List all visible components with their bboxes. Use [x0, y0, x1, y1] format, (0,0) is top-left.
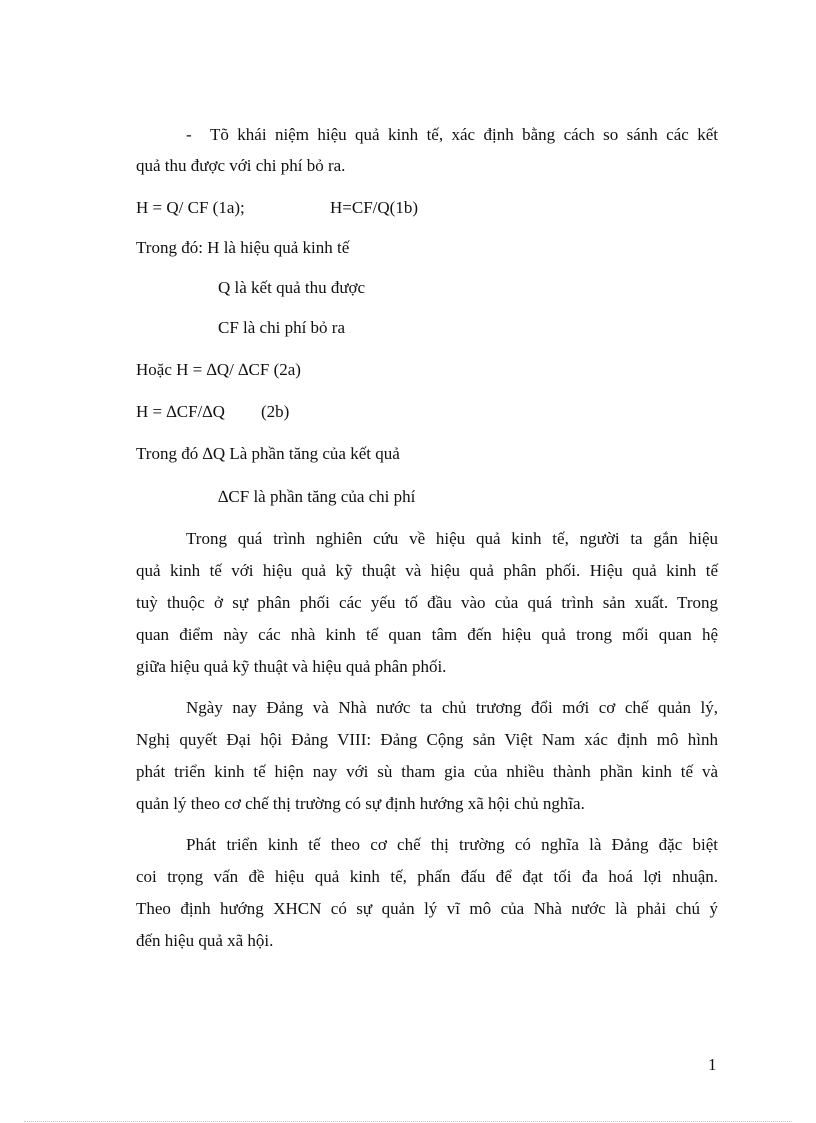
formula-1a: H = Q/ CF (1a);: [136, 198, 245, 217]
paragraph-2-line: Ngày nay Đảng và Nhà nước ta chủ trương đổi mới cơ chế quản lý,: [186, 698, 718, 717]
intro-line-2: quả thu được với chi phí bỏ ra.: [136, 156, 346, 175]
paragraph-1-line: quan điểm này các nhà kinh tế quan tâm đến hiệu quả trong mối quan hệ: [136, 625, 718, 644]
paragraph-2-line: quản lý theo cơ chế thị trường có sự định hướng xã hội chủ nghĩa.: [136, 794, 585, 813]
intro-line-1: Tõ khái niệm hiệu quả kinh tế, xác định bằng cách so sánh các kết: [210, 125, 718, 144]
bullet-dash: -: [186, 125, 192, 144]
paragraph-3-line: Theo định hướng XHCN có sự quản lý vĩ mô của Nhà nước là phải chú ý: [136, 899, 718, 918]
paragraph-1-line: quả kinh tế với hiệu quả kỹ thuật và hiệu quả phân phối. Hiệu quả kinh tế: [136, 561, 718, 580]
formula-2b-tag: (2b): [261, 402, 290, 421]
definition-h: Trong đó: H là hiệu quả kinh tế: [136, 238, 350, 257]
paragraph-1-line: giữa hiệu quả kỹ thuật và hiệu quả phân phối.: [136, 657, 447, 676]
page-bottom-divider: [24, 1121, 792, 1122]
paragraph-2-line: Nghị quyết Đại hội Đảng VIII: Đảng Cộng sản Việt Nam xác định mô hình: [136, 730, 718, 749]
definition-dq: Trong đó ∆Q Là phần tăng của kết quả: [136, 444, 400, 463]
paragraph-3-line: đến hiệu quả xã hội.: [136, 931, 274, 950]
definition-dcf: ∆CF là phần tăng của chi phí: [218, 487, 416, 506]
formula-2a: Hoặc H = ∆Q/ ∆CF (2a): [136, 360, 301, 379]
definition-cf: CF là chi phí bỏ ra: [218, 318, 346, 337]
paragraph-3-line: Phát triển kinh tế theo cơ chế thị trường có nghĩa là Đảng đặc biệt: [186, 835, 718, 854]
paragraph-3-line: coi trọng vấn đề hiệu quả kinh tế, phấn đấu để đạt tối đa hoá lợi nhuận.: [136, 867, 718, 886]
paragraph-1-line: Trong quá trình nghiên cứu về hiệu quả kinh tế, người ta gắn hiệu: [186, 529, 718, 548]
page-number: 1: [708, 1055, 717, 1074]
definition-q: Q là kết quả thu được: [218, 278, 366, 297]
paragraph-1-line: tuỳ thuộc ở sự phân phối các yếu tố đầu vào của quá trình sản xuất. Trong: [136, 593, 718, 612]
formula-2b-expr: H = ∆CF/∆Q: [136, 402, 225, 421]
paragraph-2-line: phát triển kinh tế hiện nay với sù tham gia của nhiều thành phần kinh tế và: [136, 762, 718, 781]
formula-1b: H=CF/Q(1b): [330, 198, 418, 217]
